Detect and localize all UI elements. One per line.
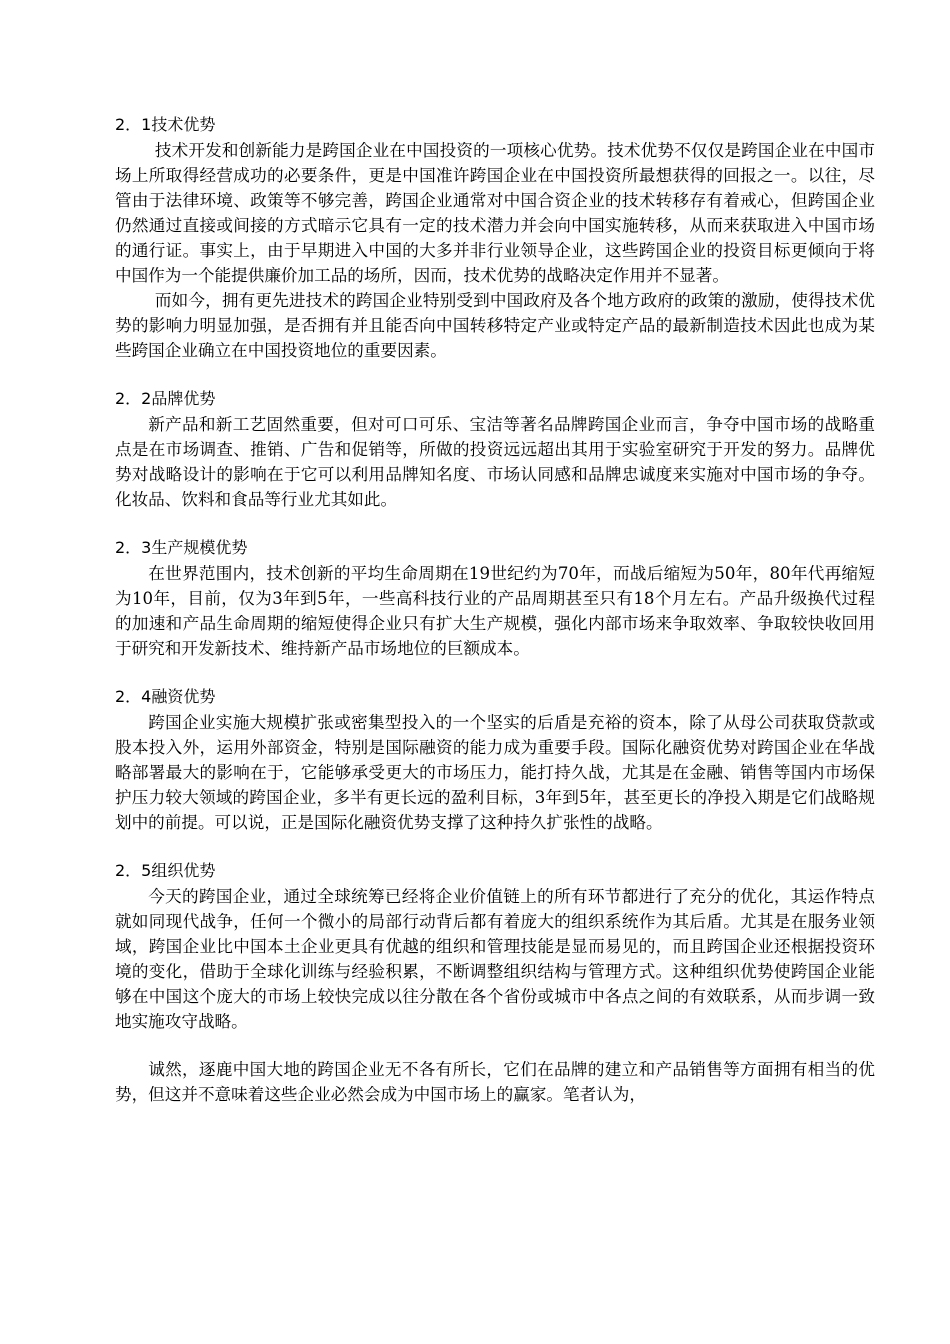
paragraph: 今天的跨国企业，通过全球统筹已经将企业价值链上的所有环节都进行了充分的优化，其运作特点就如同现代战争，任何一个微小的局部行动背后都有着庞大的组织系统作为其后盾。尤其是在服务业领域，跨国企业比中国本土企业更具有优越的组织和管理技能是显而易见的，而且跨国企业还根据投资环境的变化，借助于全球化训练与经验积累，不断调整组织结构与管理方式。这种组织优势使跨国企业能够在中国这个庞大的市场上较快完成以往分散在各个省份或城市中各点之间的有效联系，从而步调一致地实施攻守战略。	[115, 887, 875, 1031]
paragraph: 在世界范围内，技术创新的平均生命周期在19世纪约为70年，而战后缩短为50年，80年代再缩短为10年，目前，仅为3年到5年，一些高科技行业的产品周期甚至只有18个月左右。产品升级换代过程的加速和产品生命周期的缩短使得企业只有扩大生产规模，强化内部市场来争取效率、争取较快收回用于研究和开发新技术、维持新产品市场地位的巨额成本。	[115, 564, 875, 658]
section-finance-advantage	[115, 684, 875, 835]
spacer	[115, 363, 875, 386]
spacer	[115, 512, 875, 535]
section-scale-advantage	[115, 535, 875, 661]
section-heading: 2．4融资优势	[115, 687, 216, 706]
section-heading: 2．2品牌优势	[115, 389, 216, 408]
section-heading: 2．3生产规模优势	[115, 538, 248, 557]
paragraph: 跨国企业实施大规模扩张或密集型投入的一个坚实的后盾是充裕的资本，除了从母公司获取贷款或股本投入外，运用外部资金，特别是国际融资的能力成为重要手段。国际化融资优势对跨国企业在华战略部署最大的影响在于，它能够承受更大的市场压力，能打持久战，尤其是在金融、销售等国内市场保护压力较大领域的跨国企业，多半有更长远的盈利目标，3年到5年，甚至更长的净投入期是它们战略规划中的前提。可以说，正是国际化融资优势支撑了这种持久扩张性的战略。	[115, 713, 875, 832]
spacer	[115, 661, 875, 684]
closing-paragraph: 诚然，逐鹿中国大地的跨国企业无不各有所长，它们在品牌的建立和产品销售等方面拥有相当的优势，但这并不意味着这些企业必然会成为中国市场上的赢家。笔者认为，	[115, 1060, 875, 1104]
spacer	[115, 835, 875, 858]
document-page	[115, 112, 875, 1107]
section-brand-advantage	[115, 386, 875, 512]
section-heading: 2．5组织优势	[115, 861, 216, 880]
paragraph: 新产品和新工艺固然重要，但对可口可乐、宝洁等著名品牌跨国企业而言，争夺中国市场的战略重点是在市场调查、推销、广告和促销等，所做的投资远远超出其用于实验室研究于开发的努力。品牌优势对战略设计的影响在于它可以利用品牌知名度、市场认同感和品牌忠诚度来实施对中国市场的争夺。化妆品、饮料和食品等行业尤其如此。	[115, 415, 875, 509]
section-tech-advantage	[115, 112, 875, 363]
paragraph: 技术开发和创新能力是跨国企业在中国投资的一项核心优势。技术优势不仅仅是跨国企业在中国市场上所取得经营成功的必要条件，更是中国准许跨国企业在中国投资所最想获得的回报之一。以往，尽管由于法律环境、政策等不够完善，跨国企业通常对中国合资企业的技术转移存有着戒心，但跨国企业仍然通过直接或间接的方式暗示它具有一定的技术潜力并会向中国实施转移，从而来获取进入中国市场的通行证。事实上，由于早期进入中国的大多并非行业领导企业，这些跨国企业的投资目标更倾向于将中国作为一个能提供廉价加工品的场所，因而，技术优势的战略决定作用并不显著。	[115, 141, 875, 285]
section-heading: 2．1技术优势	[115, 115, 216, 134]
spacer	[115, 1034, 875, 1057]
paragraph: 而如今，拥有更先进技术的跨国企业特别受到中国政府及各个地方政府的政策的激励，使得技术优势的影响力明显加强，是否拥有并且能否向中国转移特定产业或特定产品的最新制造技术因此也成为某些跨国企业确立在中国投资地位的重要因素。	[115, 291, 875, 360]
section-organization-advantage	[115, 858, 875, 1034]
